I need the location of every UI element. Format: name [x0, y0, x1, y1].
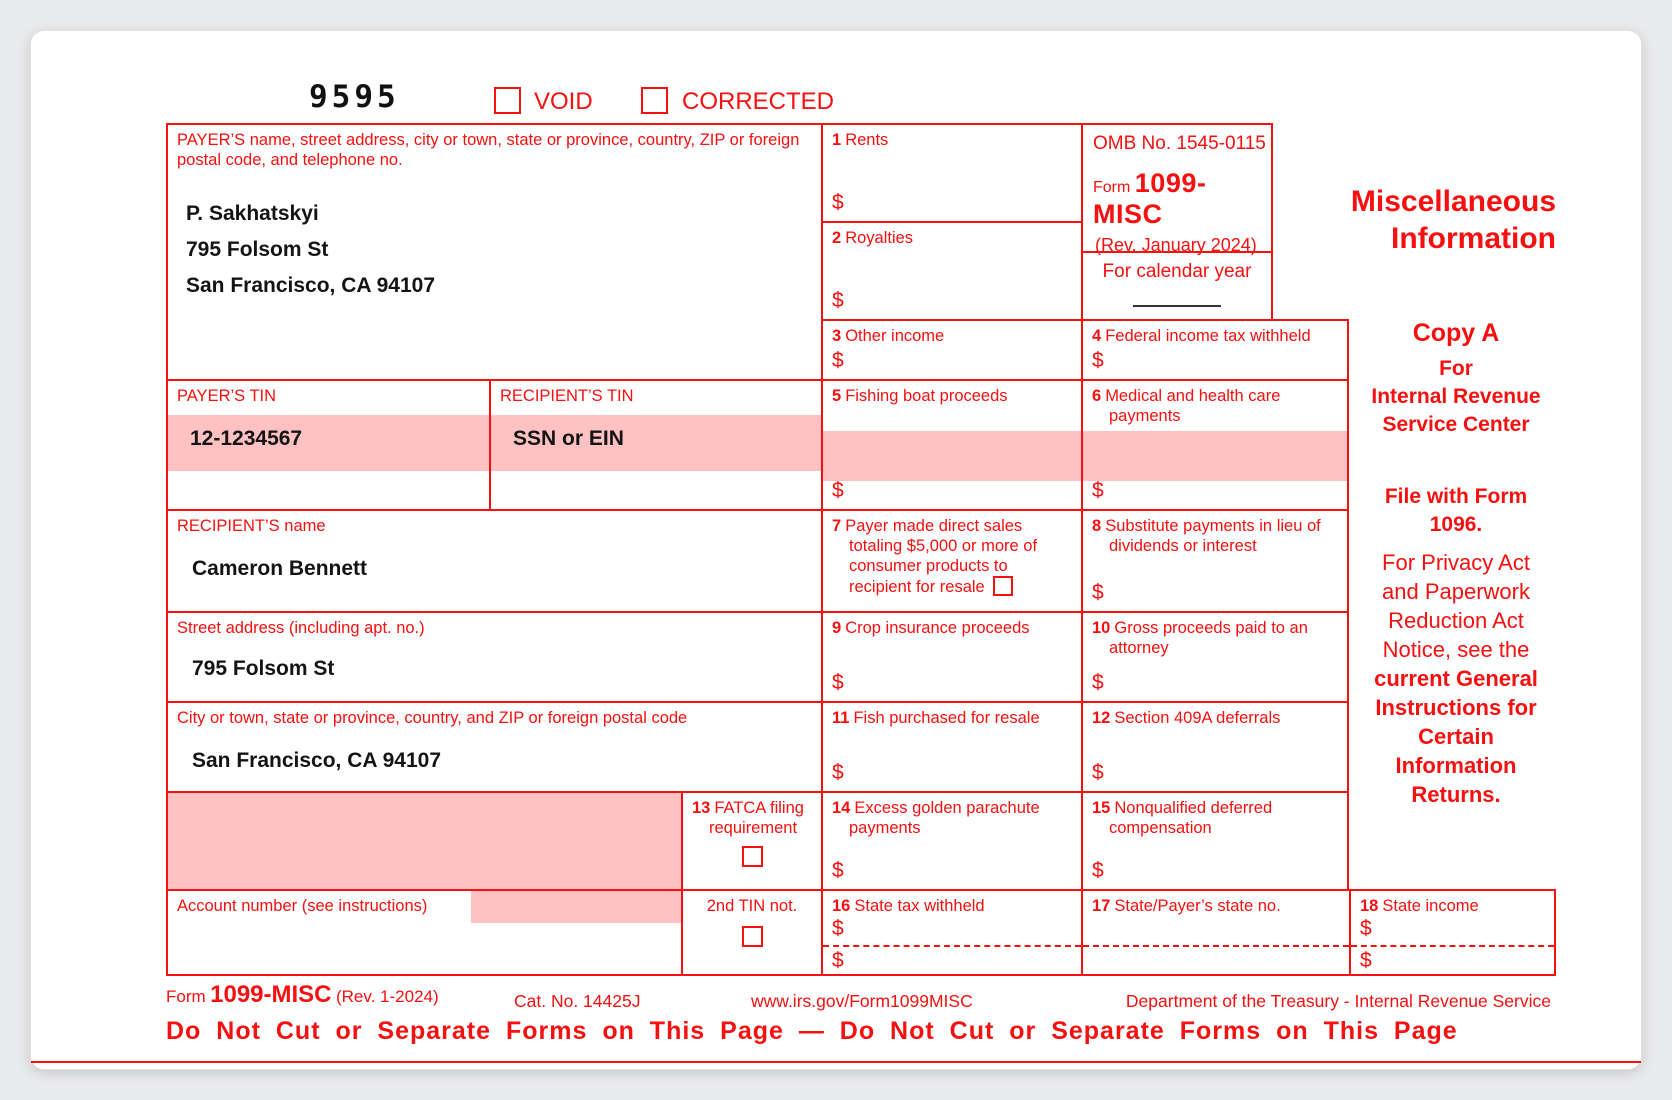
box-9-crop-insurance-proceeds	[821, 611, 1081, 701]
box-6-field	[1083, 431, 1347, 481]
footer-form-word: Form	[166, 987, 206, 1006]
dollar-sign: $	[832, 917, 844, 940]
copy-a-panel	[1356, 319, 1556, 809]
box-13-label: 13 FATCA filing requirement	[692, 799, 804, 837]
calendar-year-label: For calendar year	[1102, 261, 1252, 282]
box-13-fatca-filing-requirement	[681, 791, 821, 889]
privacy-line: Notice, see the	[1382, 637, 1530, 662]
payer-tin-value: 12-1234567	[190, 427, 303, 450]
form-word: Form	[1093, 179, 1131, 196]
state-row-divider	[1351, 945, 1554, 947]
box-11-label: 11 Fish purchased for resale	[832, 709, 1040, 727]
file-with-1096: File with Form 1096.	[1384, 485, 1528, 536]
form-code-9595: 9595	[309, 79, 400, 115]
form-1099-misc-page	[30, 30, 1642, 1070]
account-number-label: Account number (see instructions)	[177, 897, 428, 915]
box-8-substitute-payments	[1081, 509, 1349, 611]
state-row-divider	[823, 945, 1081, 947]
form-title	[1311, 183, 1556, 257]
calendar-year-blank[interactable]	[1133, 305, 1221, 307]
instructions-line: Instructions for	[1375, 695, 1537, 720]
box-11-fish-purchased-for-resale	[821, 701, 1081, 791]
irs-website-link[interactable]: www.irs.gov/Form1099MISC	[751, 991, 973, 1011]
instructions-line: Returns.	[1411, 782, 1501, 807]
box-15-nonqualified-deferred-compensation	[1081, 791, 1349, 889]
box-6-medical-health-care-payments	[1081, 379, 1349, 509]
form-revision: (Rev. January 2024)	[1095, 235, 1257, 255]
dollar-sign: $	[1092, 859, 1104, 882]
box-9-label: 9 Crop insurance proceeds	[832, 619, 1030, 637]
dollar-sign: $	[832, 191, 844, 214]
footer-form-id	[166, 981, 439, 1009]
next-form-separator-line	[31, 1061, 1641, 1063]
dollar-sign: $	[1360, 917, 1372, 940]
copy-a-label: Copy A	[1412, 319, 1500, 347]
box-6-label: 6 Medical and health care payments	[1092, 387, 1281, 425]
recipient-tin-value: SSN or EIN	[513, 427, 624, 450]
box-2-royalties	[821, 221, 1081, 319]
dollar-sign: $	[832, 289, 844, 312]
do-not-cut-warning: Do Not Cut or Separate Forms on This Page — Do Not Cut or Separate Forms on This Page	[166, 1017, 1458, 1045]
recipient-tin-box	[489, 379, 821, 509]
payer-entry	[168, 170, 821, 304]
footer-form-revision: (Rev. 1-2024)	[335, 987, 439, 1006]
dollar-sign: $	[832, 671, 844, 694]
instructions-line: current General	[1374, 666, 1538, 691]
dollar-sign: $	[1092, 581, 1104, 604]
box-18-label: 18 State income	[1360, 897, 1479, 915]
box-14-excess-golden-parachute	[821, 791, 1081, 889]
box-3-label: 3 Other income	[832, 327, 945, 345]
box-16-state-tax-withheld	[821, 889, 1081, 976]
recipient-name-box	[166, 509, 821, 611]
footer-form-number: 1099-MISC	[210, 981, 332, 1008]
payer-tin-label: PAYER’S TIN	[177, 387, 277, 405]
void-checkbox[interactable]	[494, 87, 521, 114]
box-16-label: 16 State tax withheld	[832, 897, 985, 915]
payer-street: 795 Folsom St	[186, 238, 329, 261]
shaded-unused-cell	[166, 791, 681, 889]
box-3-other-income	[821, 319, 1081, 379]
box-10-gross-proceeds-attorney	[1081, 611, 1349, 701]
recipient-street-label: Street address (including apt. no.)	[177, 619, 425, 637]
fatca-checkbox[interactable]	[742, 846, 763, 867]
dollar-sign: $	[832, 859, 844, 882]
void-label: VOID	[534, 88, 593, 115]
catalog-number: Cat. No. 14425J	[514, 991, 641, 1011]
dollar-sign: $	[1360, 949, 1372, 972]
dollar-sign: $	[1092, 349, 1104, 372]
second-tin-box	[681, 889, 821, 976]
dollar-sign: $	[832, 761, 844, 784]
dollar-sign: $	[832, 349, 844, 372]
dollar-sign: $	[832, 479, 844, 502]
payer-name: P. Sakhatskyi	[186, 202, 319, 225]
corrected-label: CORRECTED	[682, 88, 835, 115]
box-1-label: 1 Rents	[832, 131, 889, 149]
box-10-label: 10 Gross proceeds paid to an attorney	[1092, 619, 1308, 657]
box-12-section-409a-deferrals	[1081, 701, 1349, 791]
omb-box	[1081, 123, 1273, 319]
form-title-line1: Miscellaneous	[1350, 185, 1556, 218]
account-number-box	[166, 889, 681, 976]
instructions-line: Certain	[1418, 724, 1494, 749]
box-15-label: 15 Nonqualified deferred compensation	[1092, 799, 1273, 837]
recipient-name-label: RECIPIENT’S name	[177, 517, 326, 535]
box-5-field	[823, 431, 1081, 481]
dollar-sign: $	[832, 949, 844, 972]
form-title-line2: Information	[1391, 222, 1556, 255]
privacy-line: Reduction Act	[1388, 608, 1524, 633]
divider	[1083, 251, 1271, 253]
privacy-line: For Privacy Act	[1382, 550, 1530, 575]
box-14-label: 14 Excess golden parachute payments	[832, 799, 1040, 837]
box-17-label: 17 State/Payer’s state no.	[1092, 897, 1281, 915]
box-7-direct-sales	[821, 509, 1081, 611]
box-5-label: 5 Fishing boat proceeds	[832, 387, 1008, 405]
treasury-department-label: Department of the Treasury - Internal Revenue Service	[1125, 991, 1551, 1011]
box-4-federal-income-tax-withheld	[1081, 319, 1349, 379]
omb-number: OMB No. 1545-0115	[1093, 133, 1266, 154]
box-18-state-income	[1349, 889, 1556, 976]
payer-info-box	[166, 123, 821, 379]
recipient-tin-label: RECIPIENT’S TIN	[500, 387, 634, 405]
form-number: 1099-MISC	[1093, 168, 1207, 229]
recipient-city-box	[166, 701, 821, 791]
box-12-label: 12 Section 409A deferrals	[1092, 709, 1281, 727]
instructions-line: Information	[1395, 753, 1517, 778]
dollar-sign: $	[1092, 671, 1104, 694]
second-tin-label: 2nd TIN not.	[706, 897, 798, 915]
box-17-state-payer-state-no	[1081, 889, 1349, 976]
recipient-street-box	[166, 611, 821, 701]
copy-a-for: For	[1439, 357, 1473, 380]
second-tin-checkbox[interactable]	[742, 926, 763, 947]
dollar-sign: $	[1092, 761, 1104, 784]
payer-city: San Francisco, CA 94107	[186, 274, 436, 297]
dollar-sign: $	[1092, 479, 1104, 502]
recipient-city-value: San Francisco, CA 94107	[192, 749, 442, 772]
box-4-label: 4 Federal income tax withheld	[1092, 327, 1311, 345]
corrected-checkbox[interactable]	[641, 87, 668, 114]
box-2-label: 2 Royalties	[832, 229, 914, 247]
payer-tin-box	[166, 379, 489, 509]
recipient-city-label: City or town, state or province, country, and ZIP or foreign postal code	[177, 709, 688, 727]
form-id	[1083, 155, 1271, 230]
direct-sales-checkbox[interactable]	[993, 576, 1013, 596]
privacy-line: and Paperwork	[1382, 579, 1530, 604]
state-row-divider	[1083, 945, 1349, 947]
box-5-fishing-boat-proceeds	[821, 379, 1081, 509]
box-8-label: 8 Substitute payments in lieu of dividends or interest	[1092, 517, 1321, 555]
copy-a-irs-line2: Service Center	[1382, 413, 1530, 436]
recipient-street-value: 795 Folsom St	[192, 657, 335, 680]
copy-a-irs-line1: Internal Revenue	[1371, 385, 1541, 408]
box-7-label: 7 Payer made direct sales totaling $5,000 or more of consumer products to recipient for resale	[832, 517, 1038, 596]
payer-info-label: PAYER’S name, street address, city or town, state or province, country, ZIP or foreign postal code, and telephone no.	[177, 131, 800, 169]
recipient-name-value: Cameron Bennett	[192, 557, 368, 580]
box-1-rents	[821, 123, 1081, 221]
